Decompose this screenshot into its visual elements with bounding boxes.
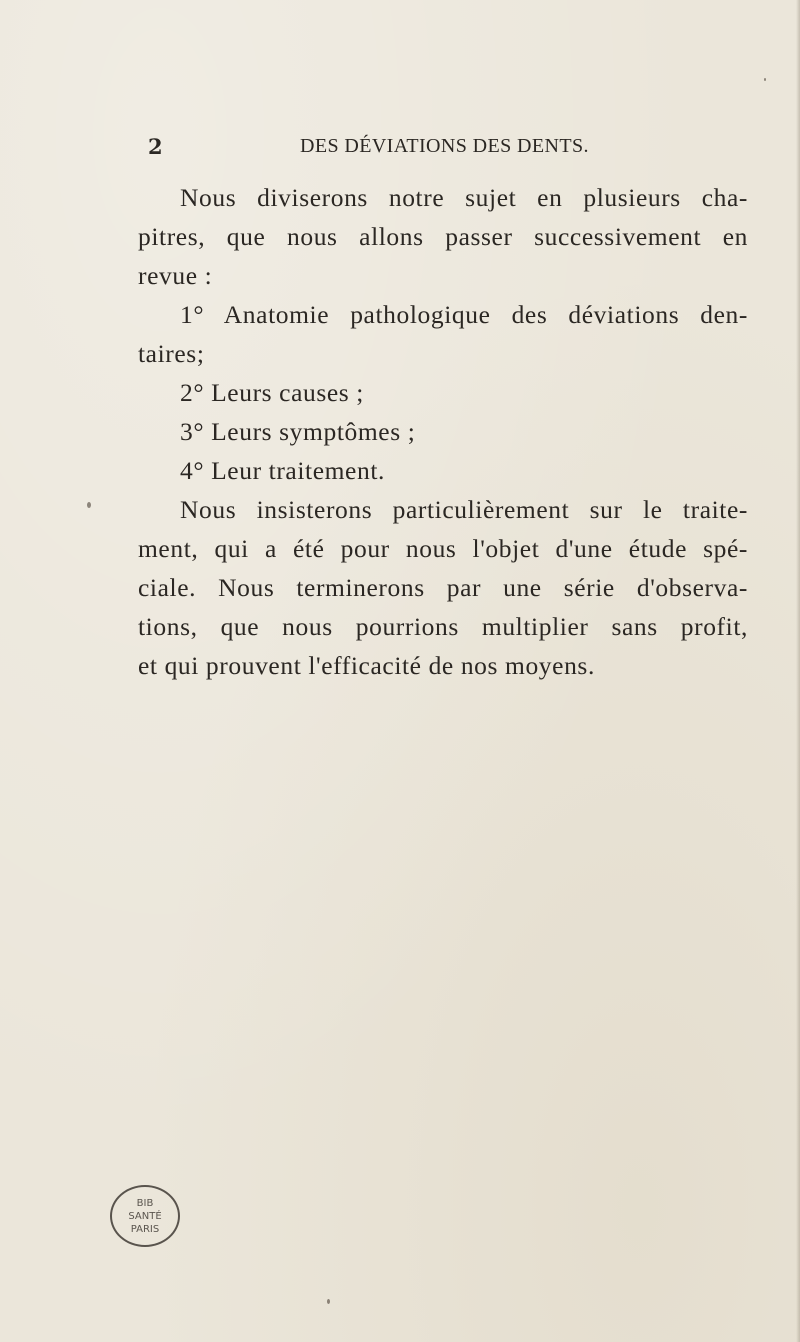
text-line: ment, qui a été pour nous l'objet d'une étude spé- (138, 534, 748, 563)
page-edge-shadow (796, 0, 800, 1342)
text-line: 4° Leur traitement. (180, 456, 385, 485)
text-line: tions, que nous pourrions multiplier sans profit, (138, 612, 748, 641)
body-text (138, 178, 748, 685)
text-line: revue : (138, 261, 213, 290)
text-line: ciale. Nous terminerons par une série d'observa- (138, 573, 748, 602)
running-title: DES DÉVIATIONS DES DENTS. (300, 135, 589, 157)
text-line: et qui prouvent l'efficacité de nos moyens. (138, 651, 595, 680)
library-stamp (110, 1185, 180, 1247)
stamp-line: BIB (136, 1198, 154, 1209)
text-line: 2° Leurs causes ; (180, 378, 364, 407)
text-line: 3° Leurs symptômes ; (180, 417, 416, 446)
ink-speck (327, 1299, 330, 1304)
text-line: Nous insisterons particulièrement sur le traite- (180, 495, 748, 524)
page-header (0, 134, 800, 164)
ink-speck (764, 78, 766, 81)
text-line: taires; (138, 339, 205, 368)
text-line: Nous diviserons notre sujet en plusieurs cha- (180, 183, 748, 212)
text-line: pitres, que nous allons passer successivement en (138, 222, 748, 251)
stamp-line: SANTÉ (128, 1211, 162, 1222)
page-number: 2 (148, 134, 163, 159)
ink-speck (87, 502, 91, 508)
text-line: 1° Anatomie pathologique des déviations den- (180, 300, 748, 329)
stamp-line: PARIS (130, 1224, 160, 1235)
